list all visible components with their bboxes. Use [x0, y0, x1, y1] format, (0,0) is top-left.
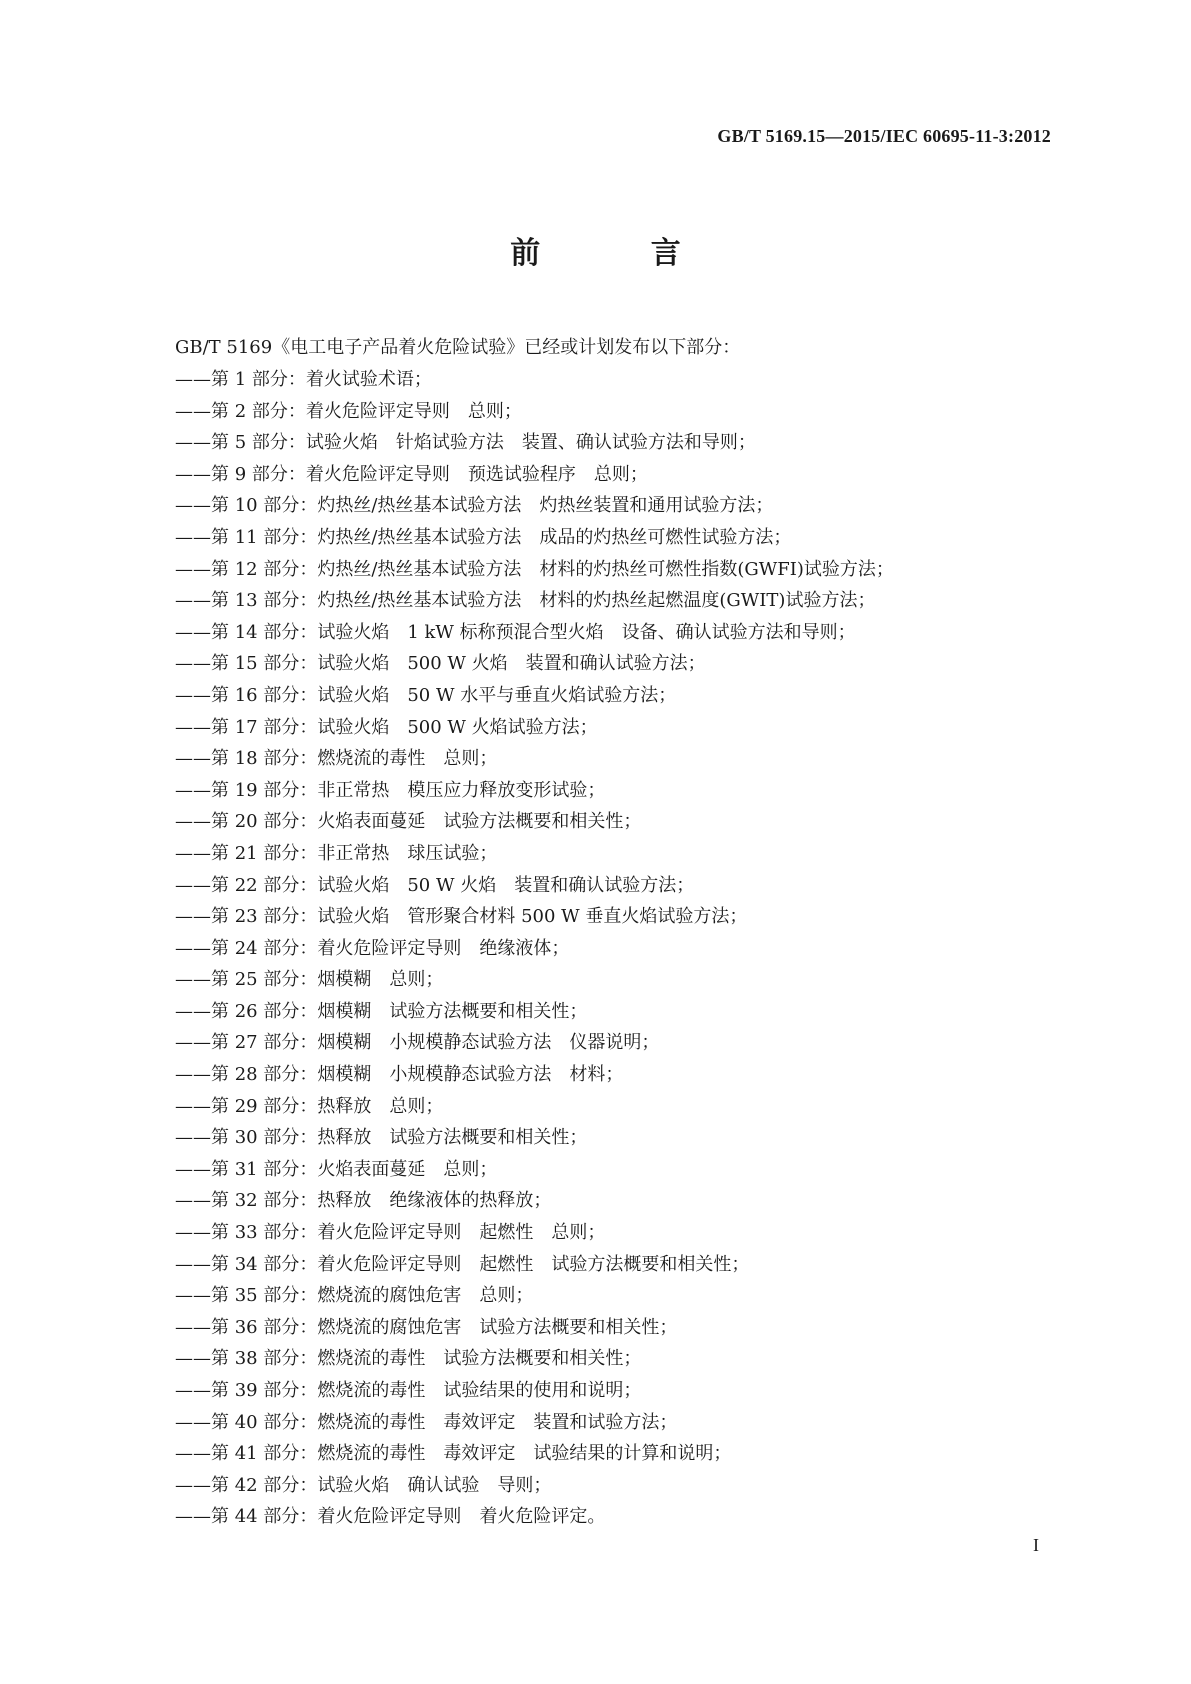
- list-item: ——第 31 部分：火焰表面蔓延 总则；: [175, 1158, 498, 1180]
- list-item: ——第 15 部分：试验火焰 500 W 火焰 装置和确认试验方法；: [175, 653, 706, 675]
- list-item: ——第 33 部分：着火危险评定导则 起燃性 总则；: [175, 1222, 606, 1244]
- list-item: ——第 36 部分：燃烧流的腐蚀危害 试验方法概要和相关性；: [175, 1316, 678, 1338]
- list-item: ——第 11 部分：灼热丝/热丝基本试验方法 成品的灼热丝可燃性试验方法；: [175, 526, 792, 548]
- list-item: ——第 26 部分：烟模糊 试验方法概要和相关性；: [175, 1000, 588, 1022]
- list-item: ——第 27 部分：烟模糊 小规模静态试验方法 仪器说明；: [175, 1032, 660, 1054]
- list-item: ——第 19 部分：非正常热 模压应力释放变形试验；: [175, 779, 606, 801]
- parts-list: [175, 364, 894, 1533]
- list-item: ——第 2 部分：着火危险评定导则 总则；: [175, 400, 522, 422]
- list-item: ——第 22 部分：试验火焰 50 W 火焰 装置和确认试验方法；: [175, 874, 695, 896]
- list-item: ——第 39 部分：燃烧流的毒性 试验结果的使用和说明；: [175, 1380, 642, 1401]
- list-item: ——第 14 部分：试验火焰 1 kW 标称预混合型火焰 设备、确认试验方法和导则；: [175, 621, 856, 643]
- list-item: ——第 18 部分：燃烧流的毒性 总则；: [175, 748, 498, 770]
- list-item: ——第 25 部分：烟模糊 总则；: [175, 969, 444, 991]
- list-item: ——第 10 部分：灼热丝/热丝基本试验方法 灼热丝装置和通用试验方法；: [175, 495, 774, 517]
- page-title: 前 言: [510, 236, 731, 271]
- list-item: ——第 21 部分：非正常热 球压试验；: [175, 842, 498, 864]
- list-item: ——第 30 部分：热释放 试验方法概要和相关性；: [175, 1127, 588, 1149]
- list-item: ——第 12 部分：灼热丝/热丝基本试验方法 材料的灼热丝可燃性指数(GWFI)试验方法；: [175, 558, 894, 580]
- list-item: ——第 5 部分：试验火焰 针焰试验方法 装置、确认试验方法和导则；: [175, 432, 756, 454]
- intro-paragraph: GB/T 5169《电工电子产品着火危险试验》已经或计划发布以下部分：: [175, 337, 741, 358]
- list-item: ——第 28 部分：烟模糊 小规模静态试验方法 材料；: [175, 1064, 624, 1086]
- list-item: ——第 1 部分：着火试验术语；: [175, 369, 432, 390]
- list-item: ——第 34 部分：着火危险评定导则 起燃性 试验方法概要和相关性；: [175, 1253, 750, 1275]
- page-number: I: [1033, 1535, 1039, 1555]
- list-item: ——第 9 部分：着火危险评定导则 预选试验程序 总则；: [175, 463, 648, 485]
- list-item: ——第 13 部分：灼热丝/热丝基本试验方法 材料的灼热丝起燃温度(GWIT)试验方法；: [175, 590, 876, 612]
- list-item: ——第 44 部分：着火危险评定导则 着火危险评定。: [175, 1506, 606, 1528]
- list-item: ——第 42 部分：试验火焰 确认试验 导则；: [175, 1474, 552, 1496]
- list-item: ——第 35 部分：燃烧流的腐蚀危害 总则；: [175, 1285, 534, 1307]
- list-item: ——第 23 部分：试验火焰 管形聚合材料 500 W 垂直火焰试验方法；: [175, 906, 748, 928]
- list-item: ——第 38 部分：燃烧流的毒性 试验方法概要和相关性；: [175, 1348, 642, 1370]
- list-item: ——第 29 部分：热释放 总则；: [175, 1095, 444, 1117]
- standard-code-header: GB/T 5169.15—2015/IEC 60695-11-3:2012: [717, 126, 1051, 146]
- list-item: ——第 32 部分：热释放 绝缘液体的热释放；: [175, 1190, 552, 1212]
- list-item: ——第 16 部分：试验火焰 50 W 水平与垂直火焰试验方法；: [175, 684, 677, 706]
- list-item: ——第 24 部分：着火危险评定导则 绝缘液体；: [175, 937, 570, 959]
- list-item: ——第 20 部分：火焰表面蔓延 试验方法概要和相关性；: [175, 811, 642, 833]
- list-item: ——第 40 部分：燃烧流的毒性 毒效评定 装置和试验方法；: [175, 1411, 678, 1433]
- list-item: ——第 17 部分：试验火焰 500 W 火焰试验方法；: [175, 716, 598, 738]
- list-item: ——第 41 部分：燃烧流的毒性 毒效评定 试验结果的计算和说明；: [175, 1443, 732, 1465]
